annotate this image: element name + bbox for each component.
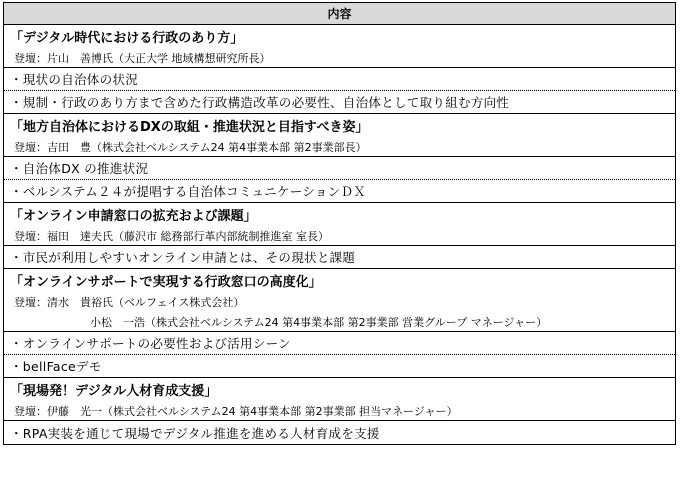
session-title: 「デジタル時代における行政のあり方」 (10, 31, 244, 46)
list-item: ・bellFaceデモ (4, 355, 675, 378)
session-speaker: 登壇：清水 貴裕氏（ベルフェイス株式会社） (14, 296, 245, 309)
session-speaker: 登壇：吉田 豊（株式会社ベルシステム24 第4事業本部 第2事業部長） (4, 137, 675, 157)
session-title: 「現場発！デジタル人材育成支援」 (10, 384, 218, 399)
list-item: ・ベルシステム２４が提唱する自治体コミュニケーションＤＸ (4, 180, 675, 203)
session-speaker: 登壇：福田 達夫氏（藤沢市 総務部行革内部統制推進室 室長） (4, 226, 675, 246)
list-item: ・市民が利用しやすいオンライン申請とは、その現状と課題 (4, 246, 675, 269)
session-speaker: 小松 一浩（株式会社ベルシステム24 第4事業本部 第2事業部 営業グループ マネージャー） (4, 312, 675, 332)
session-speaker: 登壇：片山 善博氏（大正大学 地域構想研究所長） (4, 48, 675, 68)
list-item: ・自治体DX の推進状況 (4, 157, 675, 180)
table-header: 内容 (4, 3, 675, 25)
session-title: 「オンラインサポートで実現する行政窓口の高度化」 (10, 275, 322, 290)
agenda-table (3, 2, 676, 445)
session-speaker: 登壇：伊藤 光一（株式会社ベルシステム24 第4事業本部 第2事業部 担当マネージャー） (4, 401, 675, 421)
list-item: ・RPA実装を通じて現場でデジタル推進を進める人材育成を支援 (10, 425, 380, 441)
session-title: 「オンライン申請窓口の拡充および課題」 (10, 209, 257, 224)
list-item: ・現状の自治体の状況 (4, 68, 675, 91)
list-item: ・オンラインサポートの必要性および活用シーン (4, 332, 675, 355)
session-title: 「地方自治体におけるDXの取組・推進状況と目指すべき姿」 (10, 120, 369, 135)
list-item: ・規制・行政のあり方まで含めた行政構造改革の必要性、自治体として取り組む方向性 (4, 91, 675, 114)
